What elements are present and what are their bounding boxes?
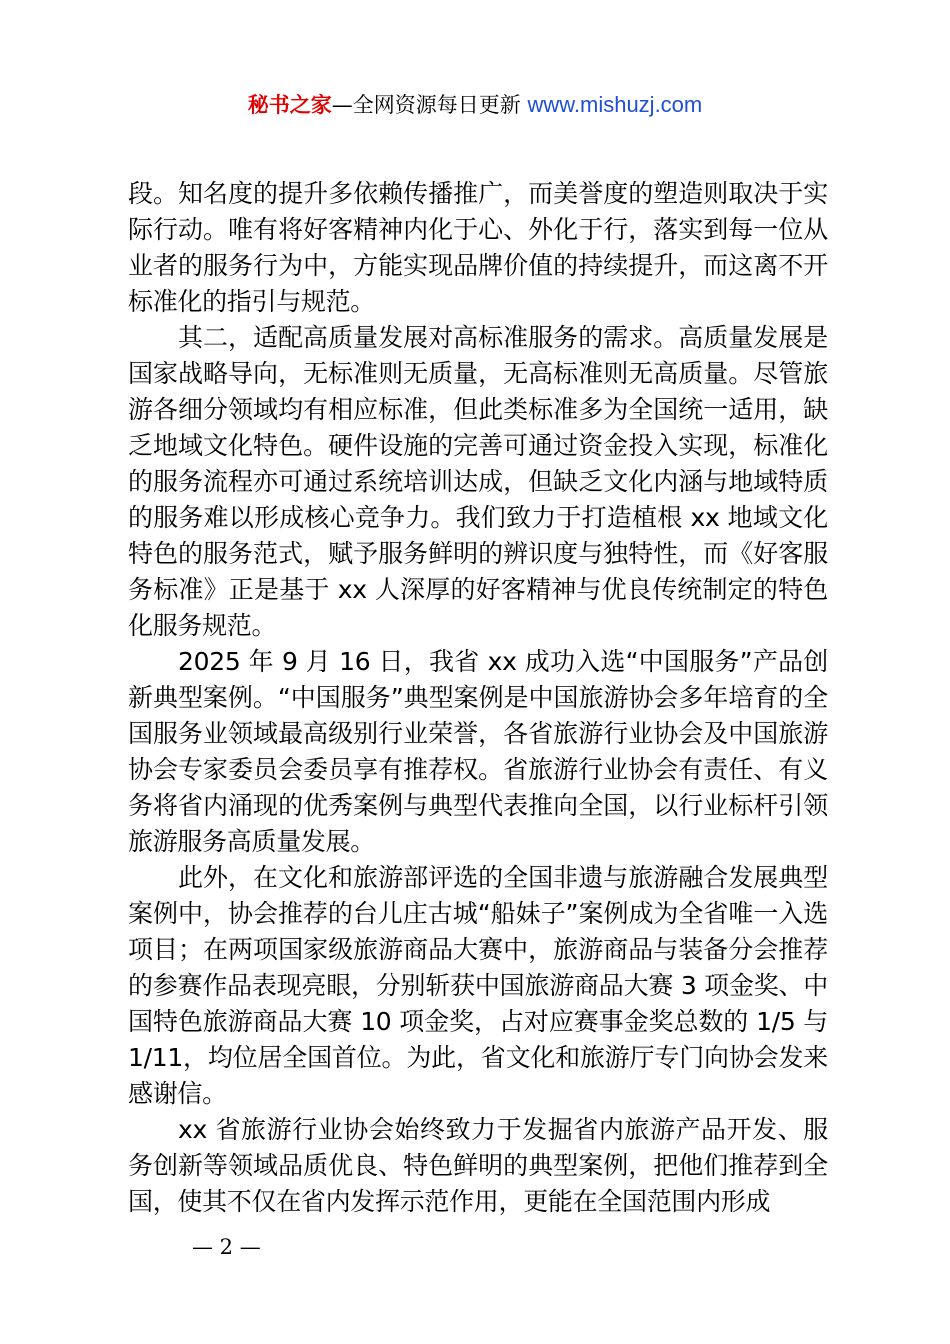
site-header-banner [0, 88, 950, 122]
paragraph-high-quality-standards: 其二，适配高质量发展对高标准服务的需求。高质量发展是国家战略导向，无标准则无质量，无高标准则无高质量。尽管旅游各细分领域均有相应标准，但此类标准多为全国统一适用，缺乏地域文化特色。硬件设施的完善可通过资金投入实现，标准化的服务流程亦可通过系统培训达成，但缺乏文化内涵与地域特质的服务难以形成核心竞争力。我们致力于打造植根 xx 地域文化特色的服务范式，赋予服务鲜明的辨识度与独特性，而《好客服务标准》正是基于 xx 人深厚的好客精神与优良传统制定的特色化服务规范。 [128, 323, 828, 640]
site-url-link[interactable]: www.mishuzj.com [527, 92, 703, 117]
paragraph-china-service-case: 2025 年 9 月 16 日，我省 xx 成功入选“中国服务”产品创新典型案例。“中国服务”典型案例是中国旅游协会多年培育的全国服务业领域最高级别行业荣誉，各省旅游行业协会及中国旅游协会专家委员会委员享有推荐权。省旅游行业协会有责任、有义务将省内涌现的优秀案例与典型代表推向全国，以行业标杆引领旅游服务高质量发展。 [128, 647, 828, 856]
paragraph-awards: 此外，在文化和旅游部评选的全国非遗与旅游融合发展典型案例中，协会推荐的台儿庄古城“船妹子”案例成为全省唯一入选项目；在两项国家级旅游商品大赛中，旅游商品与装备分会推荐的参赛作品表现亮眼，分别斩获中国旅游商品大赛 3 项金奖、中国特色旅游商品大赛 10 项金奖，占对应赛事金奖总数的 1/5 与 1/11，均位居全国首位。为此，省文化和旅游厅专门向协会发来感谢信。 [128, 863, 828, 1108]
document-body [128, 176, 828, 1220]
site-brand-name: 秘书之家 [247, 93, 332, 117]
paragraph-association-mission: xx 省旅游行业协会始终致力于发掘省内旅游产品开发、服务创新等领域品质优良、特色鲜明的典型案例，把他们推荐到全国，使其不仅在省内发挥示范作用，更能在全国范围内形成 [128, 1115, 828, 1216]
paragraph-continuation: 段。知名度的提升多依赖传播推广，而美誉度的塑造则取决于实际行动。唯有将好客精神内化于心、外化于行，落实到每一位从业者的服务行为中，方能实现品牌价值的持续提升，而这离不开标准化的指引与规范。 [128, 179, 828, 316]
site-slogan: —全网资源每日更新 [331, 93, 528, 117]
page-number: — 2 — [192, 1235, 261, 1259]
